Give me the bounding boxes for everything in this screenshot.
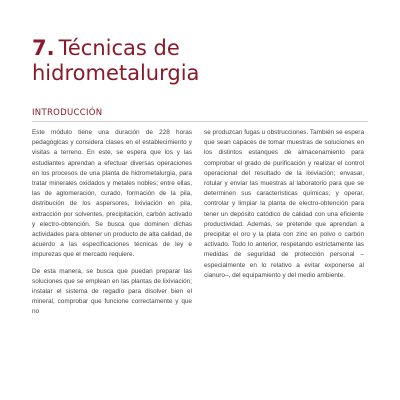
paragraph: Este módulo tiene una duración de 228 horas pedagógicas y considera clases en el establecimiento y visitas a terreno. En este, se espera que los y las estudiantes aprendan a efectuar diversas operaciones en los procesos de una planta de hidrometalurgia, para tratar minerales oxidados y metales nobles; entre ellas, las de aglomeración, curado, formación de la pila, distribución de los aspersores, lixiviación en pila, extracción por solventes, precipitación, carbón activado y electro-obtención. Se busca que dominen dichas actividades para obtener un producto de alta calidad, de acuerdo a las especificaciones técnicas de ley e impurezas que el mercado requiere. — [32, 129, 192, 259]
section-heading: INTRODUCCIÓN — [32, 108, 103, 118]
chapter-number: 7. — [32, 36, 55, 60]
text-column-right — [204, 128, 364, 287]
chapter-title — [32, 36, 372, 86]
chapter-heading — [32, 36, 372, 86]
chapter-title-line-2: hidrometalurgia — [32, 61, 200, 85]
paragraph: De esta manera, se busca que puedan preparar las soluciones que se emplean en las plantas de lixiviación; instalar el sistema de regadío para disolver bien el mineral, comprobar que funcione correctamente y que no — [32, 267, 192, 316]
section-divider — [32, 121, 368, 122]
text-column-left — [32, 128, 192, 324]
paragraph: se produzcan fugas u obstrucciones. También se espera que sean capaces de tomar muestras de soluciones en los distintos estanques de almacenamiento para comprobar el grado de purificación y realizar el control operacional del resultado de la lixiviación; envasar, rotular y enviar las muestras al laboratorio para que se determinen sus características químicas; y operar, controlar y limpiar la planta de electro-obtención para tener un depósito catódico de calidad con una eficiente productividad. Además, se pretende que aprendan a precipitar el oro y la plata con zinc en polvo o carbón activado. Todo lo anterior, respetando estrictamente las medidas de seguridad de protección personal –especialmente en lo relativo a evitar exponerse al cianuro–, del equipamiento y del medio ambiente. — [204, 129, 364, 279]
chapter-title-line-1: Técnicas de — [58, 36, 180, 60]
